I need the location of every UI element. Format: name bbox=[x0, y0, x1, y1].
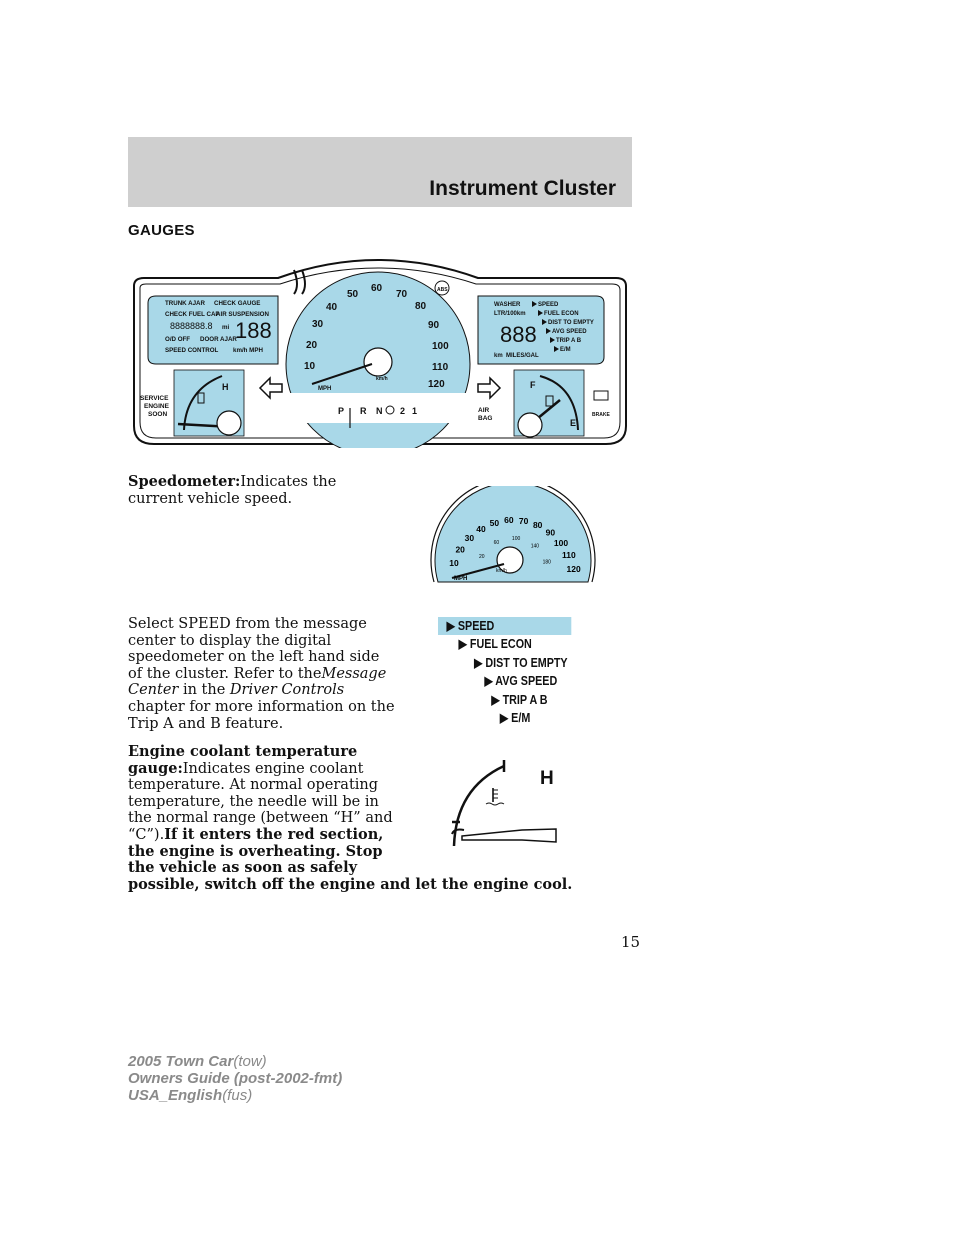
svg-text:CHECK GAUGE: CHECK GAUGE bbox=[214, 300, 261, 307]
message-center-list bbox=[438, 617, 593, 727]
section-title: GAUGES bbox=[128, 222, 195, 239]
select-speed-paragraph: Select SPEED from the message center to display the digital speedometer on the left hand side of the cluster. Refer to theMessage Center in the Driver Controls chapter for more information on the Trip A and B feature. bbox=[128, 616, 395, 732]
svg-text:90: 90 bbox=[428, 320, 440, 331]
message-center-item-dist-to-empty: ▶ DIST TO EMPTY bbox=[474, 655, 568, 670]
speedometer-kmh-tick-label: 60 bbox=[493, 540, 500, 547]
svg-text:8888888.8: 8888888.8 bbox=[170, 321, 213, 331]
svg-text:km/h: km/h bbox=[376, 376, 388, 382]
svg-text:mi: mi bbox=[222, 324, 230, 331]
svg-text:H: H bbox=[222, 382, 229, 392]
svg-text:SPEED CONTROL: SPEED CONTROL bbox=[165, 347, 219, 354]
svg-text:km/h MPH: km/h MPH bbox=[233, 347, 263, 354]
svg-text:MPH: MPH bbox=[318, 386, 332, 392]
message-center-item-avg-speed: ▶ AVG SPEED bbox=[484, 674, 558, 689]
message-center-item-speed: ▶ SPEED bbox=[438, 617, 571, 635]
speedometer-mph-tick-label: 90 bbox=[545, 527, 556, 538]
speedometer-kmh-unit: km/h bbox=[496, 568, 507, 574]
coolant-thermometer-icon bbox=[486, 788, 504, 805]
svg-text:10: 10 bbox=[304, 361, 316, 372]
svg-text:30: 30 bbox=[312, 319, 324, 330]
svg-text:AIR: AIR bbox=[478, 407, 490, 414]
speedometer-kmh-tick-label: 180 bbox=[542, 559, 551, 566]
svg-text:SPEED: SPEED bbox=[538, 302, 559, 308]
svg-text:R: R bbox=[360, 406, 367, 416]
svg-text:AIR SUSPENSION: AIR SUSPENSION bbox=[216, 311, 269, 318]
coolant-gauge-paragraph: Engine coolant temperature gauge:Indicates engine coolant temperature. At normal operating temperature, the needle will be in the normal range (between “H” and “C”).If it enters the red section, the engine is overheating. Stop the vehicle as soon as safely bbox=[128, 743, 393, 877]
svg-text:WASHER: WASHER bbox=[494, 302, 521, 308]
svg-text:SOON: SOON bbox=[148, 411, 168, 418]
svg-text:N: N bbox=[376, 406, 383, 416]
speedometer-mph-tick-label: 110 bbox=[562, 550, 576, 561]
svg-text:ENGINE: ENGINE bbox=[144, 403, 169, 410]
cluster-temp-gauge bbox=[174, 370, 244, 436]
svg-text:FUEL ECON: FUEL ECON bbox=[544, 311, 579, 317]
speedometer-kmh-tick-label: 100 bbox=[511, 536, 521, 543]
svg-text:ABS: ABS bbox=[437, 287, 448, 293]
svg-text:40: 40 bbox=[326, 302, 338, 313]
coolant-h-label: H bbox=[540, 768, 554, 789]
svg-text:20: 20 bbox=[306, 340, 318, 351]
svg-text:E: E bbox=[570, 418, 577, 428]
svg-text:km: km bbox=[494, 353, 503, 359]
speedometer-paragraph: Speedometer:Indicates the current vehicle speed. bbox=[128, 473, 337, 507]
speedometer-kmh-tick-label: 20 bbox=[479, 554, 485, 560]
speedometer-mph-tick-label: 20 bbox=[455, 544, 465, 555]
cluster-speedometer bbox=[286, 272, 470, 448]
cluster-fuel-gauge bbox=[514, 370, 584, 437]
speedometer-mph-tick-label: 50 bbox=[489, 517, 500, 528]
svg-text:BRAKE: BRAKE bbox=[592, 412, 610, 418]
svg-text:188: 188 bbox=[235, 318, 272, 343]
svg-text:CHECK FUEL CAP: CHECK FUEL CAP bbox=[165, 311, 220, 318]
svg-text:888: 888 bbox=[500, 322, 537, 347]
svg-text:1: 1 bbox=[412, 406, 418, 416]
svg-text:110: 110 bbox=[432, 362, 449, 373]
svg-text:AVG SPEED: AVG SPEED bbox=[552, 329, 587, 335]
chapter-title: Instrument Cluster bbox=[429, 177, 616, 200]
svg-text:TRUNK AJAR: TRUNK AJAR bbox=[165, 300, 205, 307]
svg-text:120: 120 bbox=[428, 379, 445, 390]
right-message-display bbox=[478, 296, 604, 364]
svg-text:50: 50 bbox=[347, 289, 359, 300]
svg-text:LTR/100km: LTR/100km bbox=[494, 311, 526, 317]
speedometer-mph-tick-label: 80 bbox=[532, 520, 543, 531]
speedometer-mph-tick-label: 60 bbox=[504, 515, 514, 526]
message-center-item-fuel-econ: ▶ FUEL ECON bbox=[458, 637, 532, 652]
speedometer-mph-tick-label: 120 bbox=[566, 564, 581, 575]
left-message-display bbox=[148, 296, 278, 364]
speedometer-gauge-figure bbox=[430, 486, 596, 586]
svg-text:SERVICE: SERVICE bbox=[140, 395, 169, 402]
svg-text:70: 70 bbox=[396, 289, 408, 300]
message-center-item-trip-a-b: ▶ TRIP A B bbox=[491, 692, 548, 707]
svg-text:80: 80 bbox=[415, 301, 427, 312]
svg-text:2: 2 bbox=[400, 406, 406, 416]
svg-text:MILES/GAL: MILES/GAL bbox=[506, 353, 539, 359]
svg-text:BAG: BAG bbox=[478, 415, 493, 422]
instrument-cluster-figure bbox=[128, 258, 632, 448]
svg-text:DIST TO EMPTY: DIST TO EMPTY bbox=[548, 320, 594, 326]
coolant-temperature-gauge bbox=[444, 758, 564, 848]
coolant-warning-line: possible, switch off the engine and let the engine cool. bbox=[128, 876, 573, 893]
speedometer-mph-tick-label: 10 bbox=[449, 557, 459, 568]
speedometer-mph-tick-label: 40 bbox=[476, 523, 486, 534]
svg-text:F: F bbox=[530, 380, 536, 390]
svg-text:E/M: E/M bbox=[560, 347, 571, 353]
page-number: 15 bbox=[621, 933, 641, 951]
svg-text:TRIP A B: TRIP A B bbox=[556, 338, 582, 344]
speedometer-kmh-tick-label: 140 bbox=[530, 543, 540, 550]
svg-text:P: P bbox=[338, 406, 345, 416]
svg-text:60: 60 bbox=[371, 283, 383, 294]
speedometer-mph-unit: MPH bbox=[454, 576, 468, 582]
svg-text:100: 100 bbox=[432, 341, 449, 352]
speedometer-mph-tick-label: 100 bbox=[553, 537, 569, 548]
chapter-header-bar bbox=[128, 137, 632, 207]
speedometer-mph-tick-label: 70 bbox=[518, 515, 529, 526]
document-footer: 2005 Town Car(tow) Owners Guide (post-2002-fmt) USA_English(fus) bbox=[128, 1053, 343, 1104]
svg-text:O/D OFF: O/D OFF bbox=[165, 336, 191, 343]
speedometer-mph-tick-label: 30 bbox=[464, 533, 475, 543]
message-center-item-e-m: ▶ E/M bbox=[499, 710, 531, 725]
svg-text:DOOR AJAR: DOOR AJAR bbox=[200, 336, 237, 343]
